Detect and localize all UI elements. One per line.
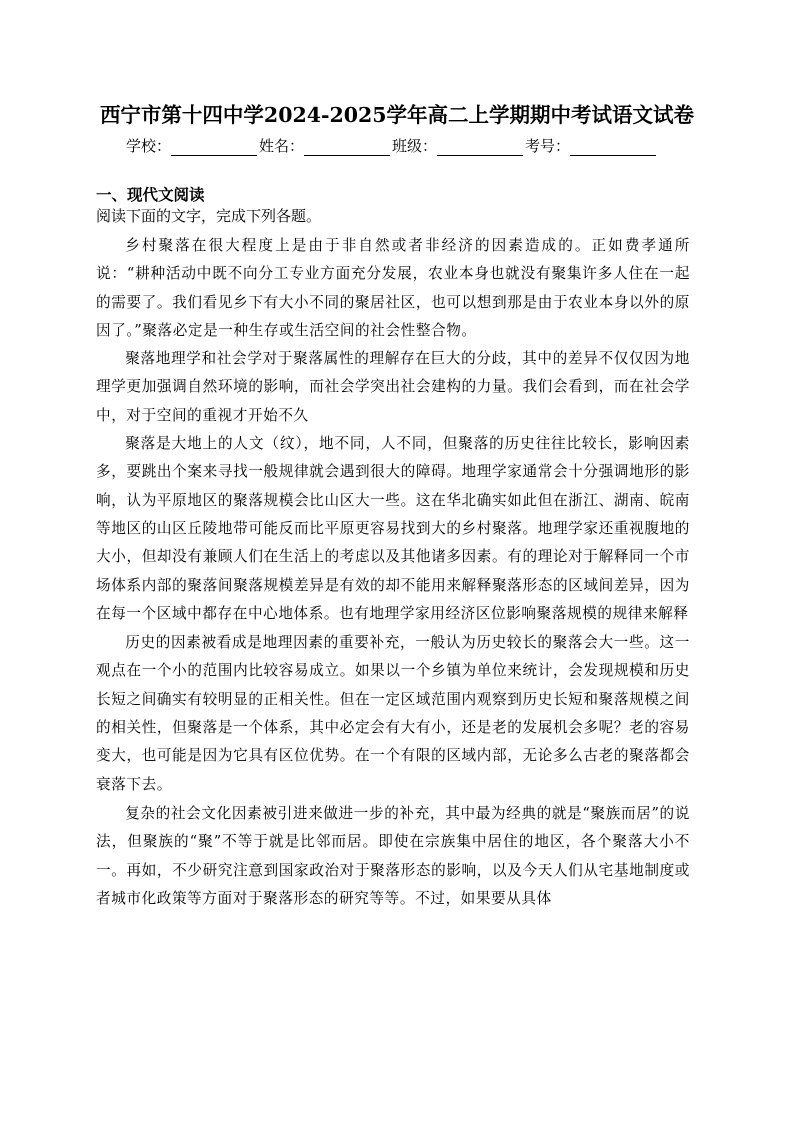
- exam-number-blank[interactable]: [570, 139, 656, 156]
- exam-number-label: 考号：: [525, 137, 571, 155]
- passage-paragraph: 复杂的社会文化因素被引进来做进一步的补充，其中最为经典的就是“聚族而居”的说法，但聚族的“聚”不等于就是比邻而居。即使在宗族集中居住的地区，各个聚落大小不一。再如，不少研究注意到国家政治对于聚落形态的影响，以及今天人们从宅基地制度或者城市化政策等方面对于聚落形态的研究等等。不过，如果要从具体: [96, 804, 690, 907]
- name-label: 姓名：: [259, 137, 305, 155]
- reading-instruction: 阅读下面的文字，完成下列各题。: [96, 207, 322, 225]
- passage-paragraph: 聚落地理学和社会学对于聚落属性的理解存在巨大的分歧，其中的差异不仅仅因为地理学更加强调自然环境的影响，而社会学突出社会建构的力量。我们会看到，而在社会学中，对于空间的重视才开始不久: [96, 350, 690, 424]
- name-blank[interactable]: [304, 139, 390, 156]
- school-label: 学校：: [126, 137, 172, 155]
- class-blank[interactable]: [437, 139, 523, 156]
- passage-paragraph: 聚落是大地上的人文（纹），地不同，人不同，但聚落的历史往往比较长，影响因素多，要跳出个案来寻找一般规律就会遇到很大的障碍。地理学家通常会十分强调地形的影响，认为平原地区的聚落规模会比山区大一些。这在华北确实如此但在浙江、湖南、皖南等地区的山区丘陵地带可能反而比平原更容易找到大的乡村聚落。地理学家还重视腹地的大小，但却没有兼顾人们在生活上的考虑以及其他诸多因素。有的理论对于解释同一个市场体系内部的聚落间聚落规模差异是有效的却不能用来解释聚落形态的区域间差异，因为在每一个区域中都存在中心地体系。也有地理学家用经济区位影响聚落规模的规律来解释: [96, 435, 690, 622]
- passage-paragraph: 乡村聚落在很大程度上是由于非自然或者非经济的因素造成的。正如费孝通所说：“耕种活动中既不向分工专业方面充分发展，农业本身也就没有聚集许多人住在一起的需要了。我们看见乡下有大小不同的聚居社区，也可以想到那是由于农业本身以外的原因了。”聚落必定是一种生存或生活空间的社会性整合物。: [96, 237, 690, 339]
- school-blank[interactable]: [171, 139, 257, 156]
- passage-paragraph: 历史的因素被看成是地理因素的重要补充，一般认为历史较长的聚落会大一些。这一观点在一个小的范围内比较容易成立。如果以一个乡镇为单位来统计，会发现规模和历史长短之间确实有较明显的正相关性。但在一定区域范围内观察到历史长短和聚落规模之间的相关性，但聚落是一个体系，其中必定会有大有小，还是老的发展机会多呢？老的容易变大，也可能是因为它具有区位优势。在一个有限的区域内部，无论多么古老的聚落都会衰落下去。: [96, 634, 690, 793]
- reading-passage: [96, 232, 690, 913]
- student-info-row: [126, 135, 686, 157]
- class-label: 班级：: [392, 137, 438, 155]
- exam-title: 西宁市第十四中学2024-2025学年高二上学期期中考试语文试卷: [99, 103, 695, 127]
- section-heading: 一、现代文阅读: [96, 186, 205, 204]
